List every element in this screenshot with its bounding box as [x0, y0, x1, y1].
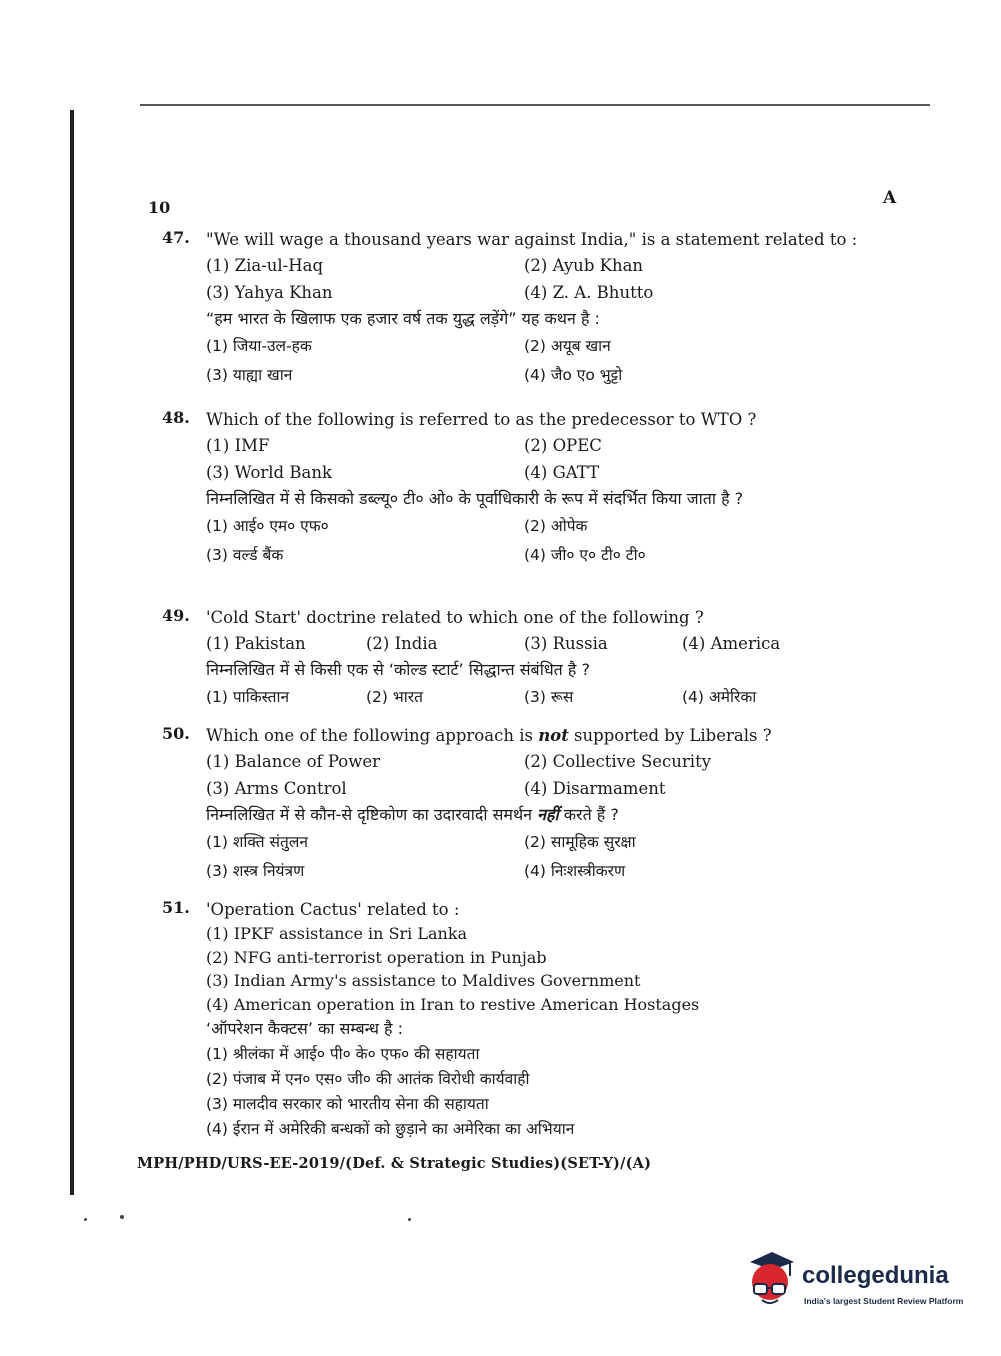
question-48	[162, 408, 897, 570]
option: (4) निःशस्त्रीकरण	[524, 862, 626, 880]
option: (4) अमेरिका	[682, 688, 757, 706]
option: (1) श्रीलंका में आई० पी० के० एफ० की सहायता	[206, 1045, 480, 1063]
negation-word: not	[538, 726, 569, 745]
option: (1) Zia-ul-Haq	[206, 256, 324, 275]
options-hi	[206, 828, 897, 886]
question-text-hi: निम्नलिखित में से किसी एक से ‘कोल्ड स्टार्ट’ सिद्धान्त संबंधित है ?	[206, 660, 590, 679]
option: (1) जिया-उल-हक	[206, 337, 312, 355]
option: (2) Ayub Khan	[524, 256, 644, 275]
option: (4) American operation in Iran to restive American Hostages	[206, 994, 700, 1014]
option: (1) शक्ति संतुलन	[206, 833, 308, 851]
mascot-icon	[742, 1248, 796, 1308]
option: (2) OPEC	[524, 436, 602, 455]
options-hi	[206, 332, 897, 390]
option: (3) रूस	[524, 688, 574, 706]
scan-speck	[84, 1218, 87, 1221]
question-49	[162, 606, 897, 712]
option: (4) जैo एo भुट्टो	[524, 366, 623, 384]
top-rule	[140, 104, 930, 106]
options-en	[206, 252, 897, 306]
option: (2) भारत	[366, 688, 423, 706]
options-en	[206, 922, 897, 1016]
option: (1) आई० एम० एफ०	[206, 517, 329, 535]
option: (4) जी० ए० टी० टी०	[524, 546, 646, 564]
option: (3) मालदीव सरकार को भारतीय सेना की सहायता	[206, 1095, 489, 1113]
option: (1) Pakistan	[206, 634, 306, 653]
question-text-en	[206, 724, 897, 748]
options-hi	[206, 512, 897, 570]
option: (4) GATT	[524, 463, 600, 482]
option: (4) ईरान में अमेरिकी बन्धकों को छुड़ाने का अमेरिका का अभियान	[206, 1120, 575, 1138]
question-text-hi: “हम भारत के खिलाफ एक हजार वर्ष तक युद्ध लड़ेंगे” यह कथन है :	[206, 309, 600, 328]
set-letter: A	[883, 188, 897, 208]
question-number: 48.	[162, 408, 190, 427]
option: (3) शस्त्र नियंत्रण	[206, 862, 305, 880]
brand-name: collegedunia	[802, 1262, 949, 1289]
options-en	[206, 748, 897, 802]
page-number: 10	[148, 198, 171, 217]
question-number: 47.	[162, 228, 190, 247]
question-number: 51.	[162, 898, 190, 917]
question-47	[162, 228, 897, 390]
collegedunia-watermark	[742, 1248, 972, 1318]
question-number: 49.	[162, 606, 190, 625]
option: (1) IPKF assistance in Sri Lanka	[206, 924, 468, 943]
question-text-en: 'Cold Start' doctrine related to which one of the following ?	[206, 608, 704, 627]
options-en	[206, 630, 897, 657]
question-text-en: "We will wage a thousand years war against India," is a statement related to :	[206, 230, 858, 249]
paper-code-footer: MPH/PHD/URS-EE-2019/(Def. & Strategic Studies)(SET-Y)/(A)	[137, 1155, 652, 1172]
options-en	[206, 432, 897, 486]
option: (1) पाकिस्तान	[206, 688, 290, 706]
question-51	[162, 898, 897, 1142]
question-number: 50.	[162, 724, 190, 743]
option: (4) Z. A. Bhutto	[524, 283, 654, 302]
option: (2) NFG anti-terrorist operation in Punjab	[206, 947, 547, 967]
option: (4) Disarmament	[524, 779, 666, 798]
text-segment: करते हैं ?	[558, 805, 619, 824]
brand-tagline: India's largest Student Review Platform	[804, 1296, 964, 1306]
option: (1) IMF	[206, 436, 270, 455]
binding-edge	[70, 110, 74, 1195]
option: (3) Indian Army's assistance to Maldives Government	[206, 971, 641, 990]
option: (2) पंजाब में एन० एस० जी० की आतंक विरोधी कार्यवाही	[206, 1070, 530, 1088]
option: (3) वर्ल्ड बैंक	[206, 546, 284, 564]
option: (3) याह्या खान	[206, 366, 293, 384]
text-segment: Which one of the following approach is	[206, 726, 539, 745]
option: (3) Russia	[524, 634, 608, 653]
question-text-en: Which of the following is referred to as the predecessor to WTO ?	[206, 410, 757, 429]
option: (3) Yahya Khan	[206, 283, 333, 302]
option: (2) ओपेक	[524, 517, 588, 535]
option: (2) India	[366, 634, 438, 653]
scan-speck	[120, 1215, 124, 1219]
scan-speck	[408, 1218, 411, 1221]
option: (3) Arms Control	[206, 779, 347, 798]
text-segment: supported by Liberals ?	[568, 726, 772, 745]
option: (2) अयूब खान	[524, 337, 611, 355]
question-text-hi: ‘ऑपरेशन कैक्टस’ का सम्बन्ध है :	[206, 1019, 403, 1038]
option: (2) Collective Security	[524, 752, 712, 771]
options-hi	[206, 1042, 897, 1142]
question-text-hi: निम्नलिखित में से किसको डब्ल्यू० टी० ओ० के पूर्वाधिकारी के रूप में संदर्भित किया जाता है ?	[206, 489, 744, 508]
question-50	[162, 724, 897, 886]
options-hi	[206, 683, 897, 712]
option: (2) सामूहिक सुरक्षा	[524, 833, 636, 851]
question-text-hi	[206, 802, 897, 828]
option: (4) America	[682, 634, 781, 653]
text-segment: निम्नलिखित में से कौन-से दृष्टिकोण का उदारवादी समर्थन	[206, 805, 538, 824]
question-text-en: 'Operation Cactus' related to :	[206, 900, 460, 919]
option: (3) World Bank	[206, 463, 332, 482]
option: (1) Balance of Power	[206, 752, 380, 771]
negation-word: नहीं	[537, 805, 559, 824]
